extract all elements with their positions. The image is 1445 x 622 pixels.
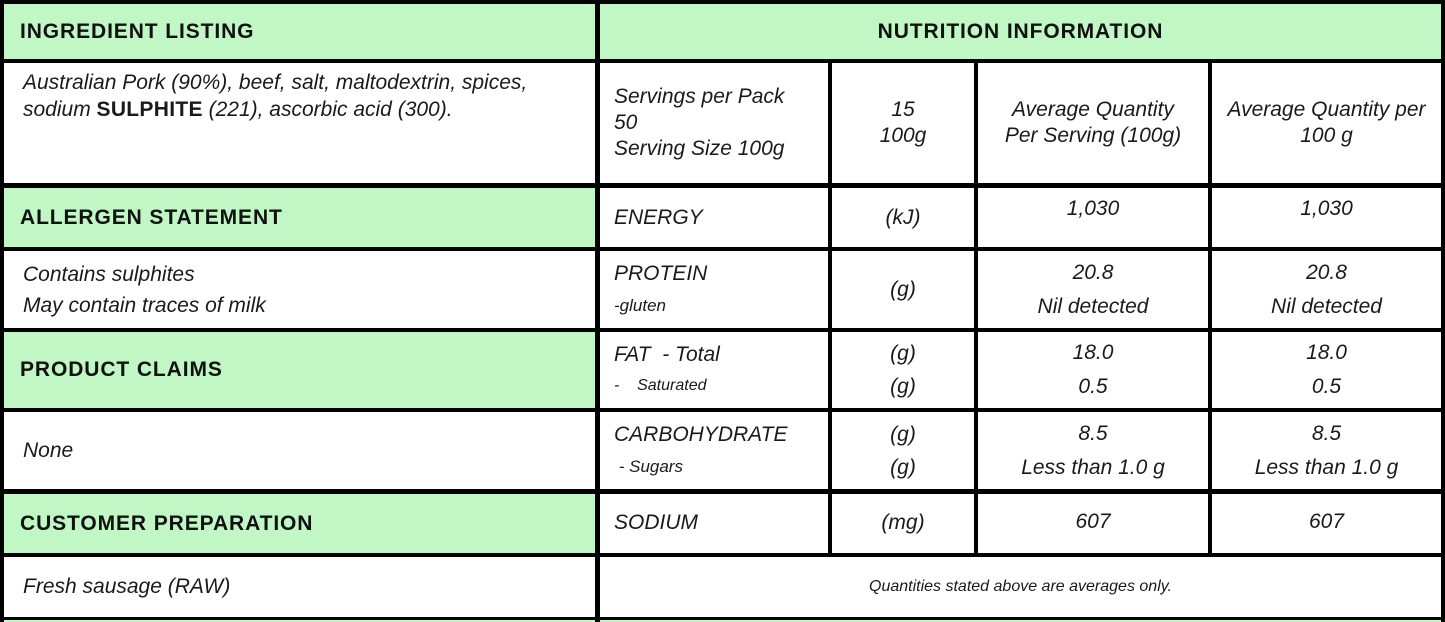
allergen-line-2: May contain traces of milk xyxy=(23,293,266,317)
col-header-per-100g-line-2: 100 g xyxy=(1300,124,1353,147)
product-claims-header xyxy=(4,332,595,408)
carbohydrate-label-cell xyxy=(600,412,828,489)
servings-per-pack-label: Servings per Pack xyxy=(614,85,785,108)
carbohydrate-per-100g-cell xyxy=(1212,412,1441,489)
protein-per-serving: 20.8 xyxy=(1072,260,1114,284)
sodium-unit: (mg) xyxy=(881,511,925,534)
saturated-label: - Saturated xyxy=(614,377,707,394)
energy-per-100g: 1,030 xyxy=(1300,197,1353,220)
gluten-per-serving: Nil detected xyxy=(1037,294,1149,318)
protein-per-100g-cell xyxy=(1212,251,1441,328)
saturated-unit: (g) xyxy=(890,375,916,398)
protein-label: PROTEIN xyxy=(614,261,708,285)
allergen-line-1: Contains sulphites xyxy=(23,262,195,286)
product-claims-title: PRODUCT CLAIMS xyxy=(20,358,223,381)
carbohydrate-per-serving-cell xyxy=(978,412,1208,489)
energy-label-cell xyxy=(600,188,828,247)
protein-unit-cell xyxy=(832,251,974,328)
ingredient-listing-header xyxy=(4,4,595,59)
carbohydrate-per-serving: 8.5 xyxy=(1078,421,1108,445)
servings-label-cell xyxy=(600,63,828,183)
sodium-unit-cell xyxy=(832,494,974,553)
product-claims-value: None xyxy=(23,438,74,462)
nutrition-information-title: NUTRITION INFORMATION xyxy=(877,19,1164,43)
servings-value-15: 15 xyxy=(891,98,915,121)
sodium-label-cell xyxy=(600,494,828,553)
col-header-per-100g xyxy=(1212,63,1441,183)
saturated-per-100g: 0.5 xyxy=(1311,375,1342,398)
serving-size-label: Serving Size 100g xyxy=(614,137,785,160)
allergen-statement-text xyxy=(4,251,595,328)
protein-label-cell xyxy=(600,251,828,328)
allergen-statement-header xyxy=(4,188,595,247)
gluten-per-100g: Nil detected xyxy=(1271,294,1382,318)
saturated-per-serving: 0.5 xyxy=(1078,375,1108,398)
ingredients-text xyxy=(4,63,595,183)
fat-label-cell xyxy=(600,332,828,408)
nutrition-footnote: Quantities stated above are averages only. xyxy=(869,578,1172,595)
fat-total-per-100g: 18.0 xyxy=(1306,341,1347,364)
fat-per-100g-cell xyxy=(1212,332,1441,408)
customer-preparation-header xyxy=(4,494,595,553)
nutrition-information-header xyxy=(600,4,1441,59)
col-header-per-serving-line-2: Per Serving (100g) xyxy=(1004,124,1182,147)
fat-total-unit: (g) xyxy=(890,342,916,365)
ingredient-listing-title: INGREDIENT LISTING xyxy=(20,19,255,43)
sodium-per-serving: 607 xyxy=(1075,510,1111,533)
carbohydrate-unit-cell xyxy=(832,412,974,489)
servings-values-cell xyxy=(832,63,974,183)
col-header-per-serving xyxy=(978,63,1208,183)
product-claims-text xyxy=(4,412,595,489)
energy-unit: (kJ) xyxy=(885,205,921,229)
protein-per-100g: 20.8 xyxy=(1306,260,1347,284)
fat-per-serving-cell xyxy=(978,332,1208,408)
fat-unit-cell xyxy=(832,332,974,408)
protein-per-serving-cell xyxy=(978,251,1208,328)
energy-label: ENERGY xyxy=(614,205,703,229)
nutrition-footnote-cell xyxy=(600,557,1441,617)
sugars-per-serving: Less than 1.0 g xyxy=(1021,455,1165,479)
allergen-statement-title: ALLERGEN STATEMENT xyxy=(20,205,283,229)
fat-total-label: FAT - Total xyxy=(614,343,720,366)
energy-per-serving-cell xyxy=(978,188,1208,247)
serving-size-value: 100g xyxy=(879,124,927,147)
carbohydrate-per-100g: 8.5 xyxy=(1311,421,1342,445)
sugars-unit: (g) xyxy=(890,455,916,479)
ingredients-part-1: Australian Pork (90%), beef, salt, maltodextrin, spices, sodium xyxy=(23,71,528,121)
sodium-per-serving-cell xyxy=(978,494,1208,553)
carbohydrate-unit: (g) xyxy=(890,422,916,446)
sodium-per-100g: 607 xyxy=(1308,510,1345,533)
energy-unit-cell xyxy=(832,188,974,247)
sugars-label: - Sugars xyxy=(614,456,683,476)
col-header-per-100g-line-1: Average Quantity per xyxy=(1227,98,1426,121)
customer-preparation-value: Fresh sausage (RAW) xyxy=(23,575,231,598)
col-header-per-serving-line-1: Average Quantity xyxy=(1012,98,1174,121)
ingredients-part-2: (221), ascorbic acid (300). xyxy=(202,98,453,121)
gluten-label: -gluten xyxy=(614,295,666,315)
energy-per-100g-cell xyxy=(1212,188,1441,247)
energy-per-serving: 1,030 xyxy=(1066,197,1120,220)
servings-pack-count: 50 xyxy=(614,111,638,134)
customer-preparation-text xyxy=(4,557,595,617)
fat-total-per-serving: 18.0 xyxy=(1072,341,1114,364)
sodium-label: SODIUM xyxy=(614,511,698,534)
customer-preparation-title: CUSTOMER PREPARATION xyxy=(20,511,314,535)
carbohydrate-label: CARBOHYDRATE xyxy=(614,422,788,446)
sugars-per-100g: Less than 1.0 g xyxy=(1254,455,1399,479)
protein-unit: (g) xyxy=(890,277,916,301)
sodium-per-100g-cell xyxy=(1212,494,1441,553)
ingredients-sulphite: SULPHITE xyxy=(96,98,203,121)
